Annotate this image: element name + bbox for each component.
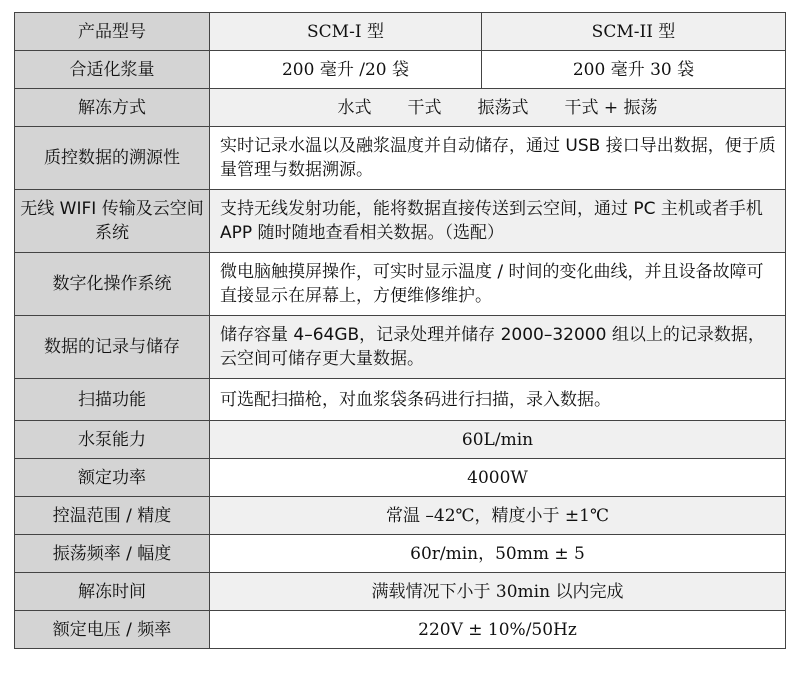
row-value: 220V ± 10%/50Hz bbox=[210, 611, 786, 649]
row-value: 储存容量 4–64GB，记录处理并储存 2000–32000 组以上的记录数据，云空间可储存更大量数据。 bbox=[210, 316, 786, 379]
row-label: 数据的记录与储存 bbox=[15, 316, 210, 379]
table-row bbox=[15, 573, 786, 611]
row-value: 可选配扫描枪，对血浆袋条码进行扫描，录入数据。 bbox=[210, 379, 786, 421]
model2-value: 200 毫升 30 袋 bbox=[482, 51, 786, 89]
model2-header: SCM-II 型 bbox=[482, 13, 786, 51]
row-label: 产品型号 bbox=[15, 13, 210, 51]
row-value: 60r/min，50mm ± 5 bbox=[210, 535, 786, 573]
thaw-mode: 水式 bbox=[337, 97, 372, 118]
row-label: 振荡频率 / 幅度 bbox=[15, 535, 210, 573]
table-row bbox=[15, 89, 786, 127]
table-row bbox=[15, 51, 786, 89]
row-label: 扫描功能 bbox=[15, 379, 210, 421]
table-row bbox=[15, 13, 786, 51]
table-row bbox=[15, 379, 786, 421]
row-value: 实时记录水温以及融浆温度并自动储存，通过 USB 接口导出数据，便于质量管理与数据溯源。 bbox=[210, 127, 786, 190]
row-value: 60L/min bbox=[210, 421, 786, 459]
table-row bbox=[15, 459, 786, 497]
table-row bbox=[15, 535, 786, 573]
row-label: 解冻时间 bbox=[15, 573, 210, 611]
row-label: 合适化浆量 bbox=[15, 51, 210, 89]
table-row bbox=[15, 127, 786, 190]
row-label: 解冻方式 bbox=[15, 89, 210, 127]
row-value: 常温 –42℃，精度小于 ±1℃ bbox=[210, 497, 786, 535]
table-row bbox=[15, 253, 786, 316]
row-label: 质控数据的溯源性 bbox=[15, 127, 210, 190]
row-label: 无线 WIFI 传输及云空间系统 bbox=[15, 190, 210, 253]
row-label: 额定功率 bbox=[15, 459, 210, 497]
table-row bbox=[15, 497, 786, 535]
spec-table bbox=[14, 12, 786, 649]
row-label: 控温范围 / 精度 bbox=[15, 497, 210, 535]
row-label: 数字化操作系统 bbox=[15, 253, 210, 316]
table-row bbox=[15, 421, 786, 459]
row-label: 额定电压 / 频率 bbox=[15, 611, 210, 649]
thaw-mode: 干式 + 振荡 bbox=[564, 97, 658, 118]
row-value: 4000W bbox=[210, 459, 786, 497]
row-value: 支持无线发射功能，能将数据直接传送到云空间，通过 PC 主机或者手机 APP 随时随地查看相关数据。（选配） bbox=[210, 190, 786, 253]
row-label: 水泵能力 bbox=[15, 421, 210, 459]
table-row bbox=[15, 316, 786, 379]
thaw-mode: 干式 bbox=[407, 97, 442, 118]
model1-value: 200 毫升 /20 袋 bbox=[210, 51, 482, 89]
row-value: 微电脑触摸屏操作，可实时显示温度 / 时间的变化曲线，并且设备故障可直接显示在屏幕上，方便维修维护。 bbox=[210, 253, 786, 316]
table-row bbox=[15, 190, 786, 253]
table-row bbox=[15, 611, 786, 649]
thaw-modes bbox=[210, 89, 786, 127]
thaw-mode: 振荡式 bbox=[477, 97, 529, 118]
row-value: 满载情况下小于 30min 以内完成 bbox=[210, 573, 786, 611]
model1-header: SCM-I 型 bbox=[210, 13, 482, 51]
